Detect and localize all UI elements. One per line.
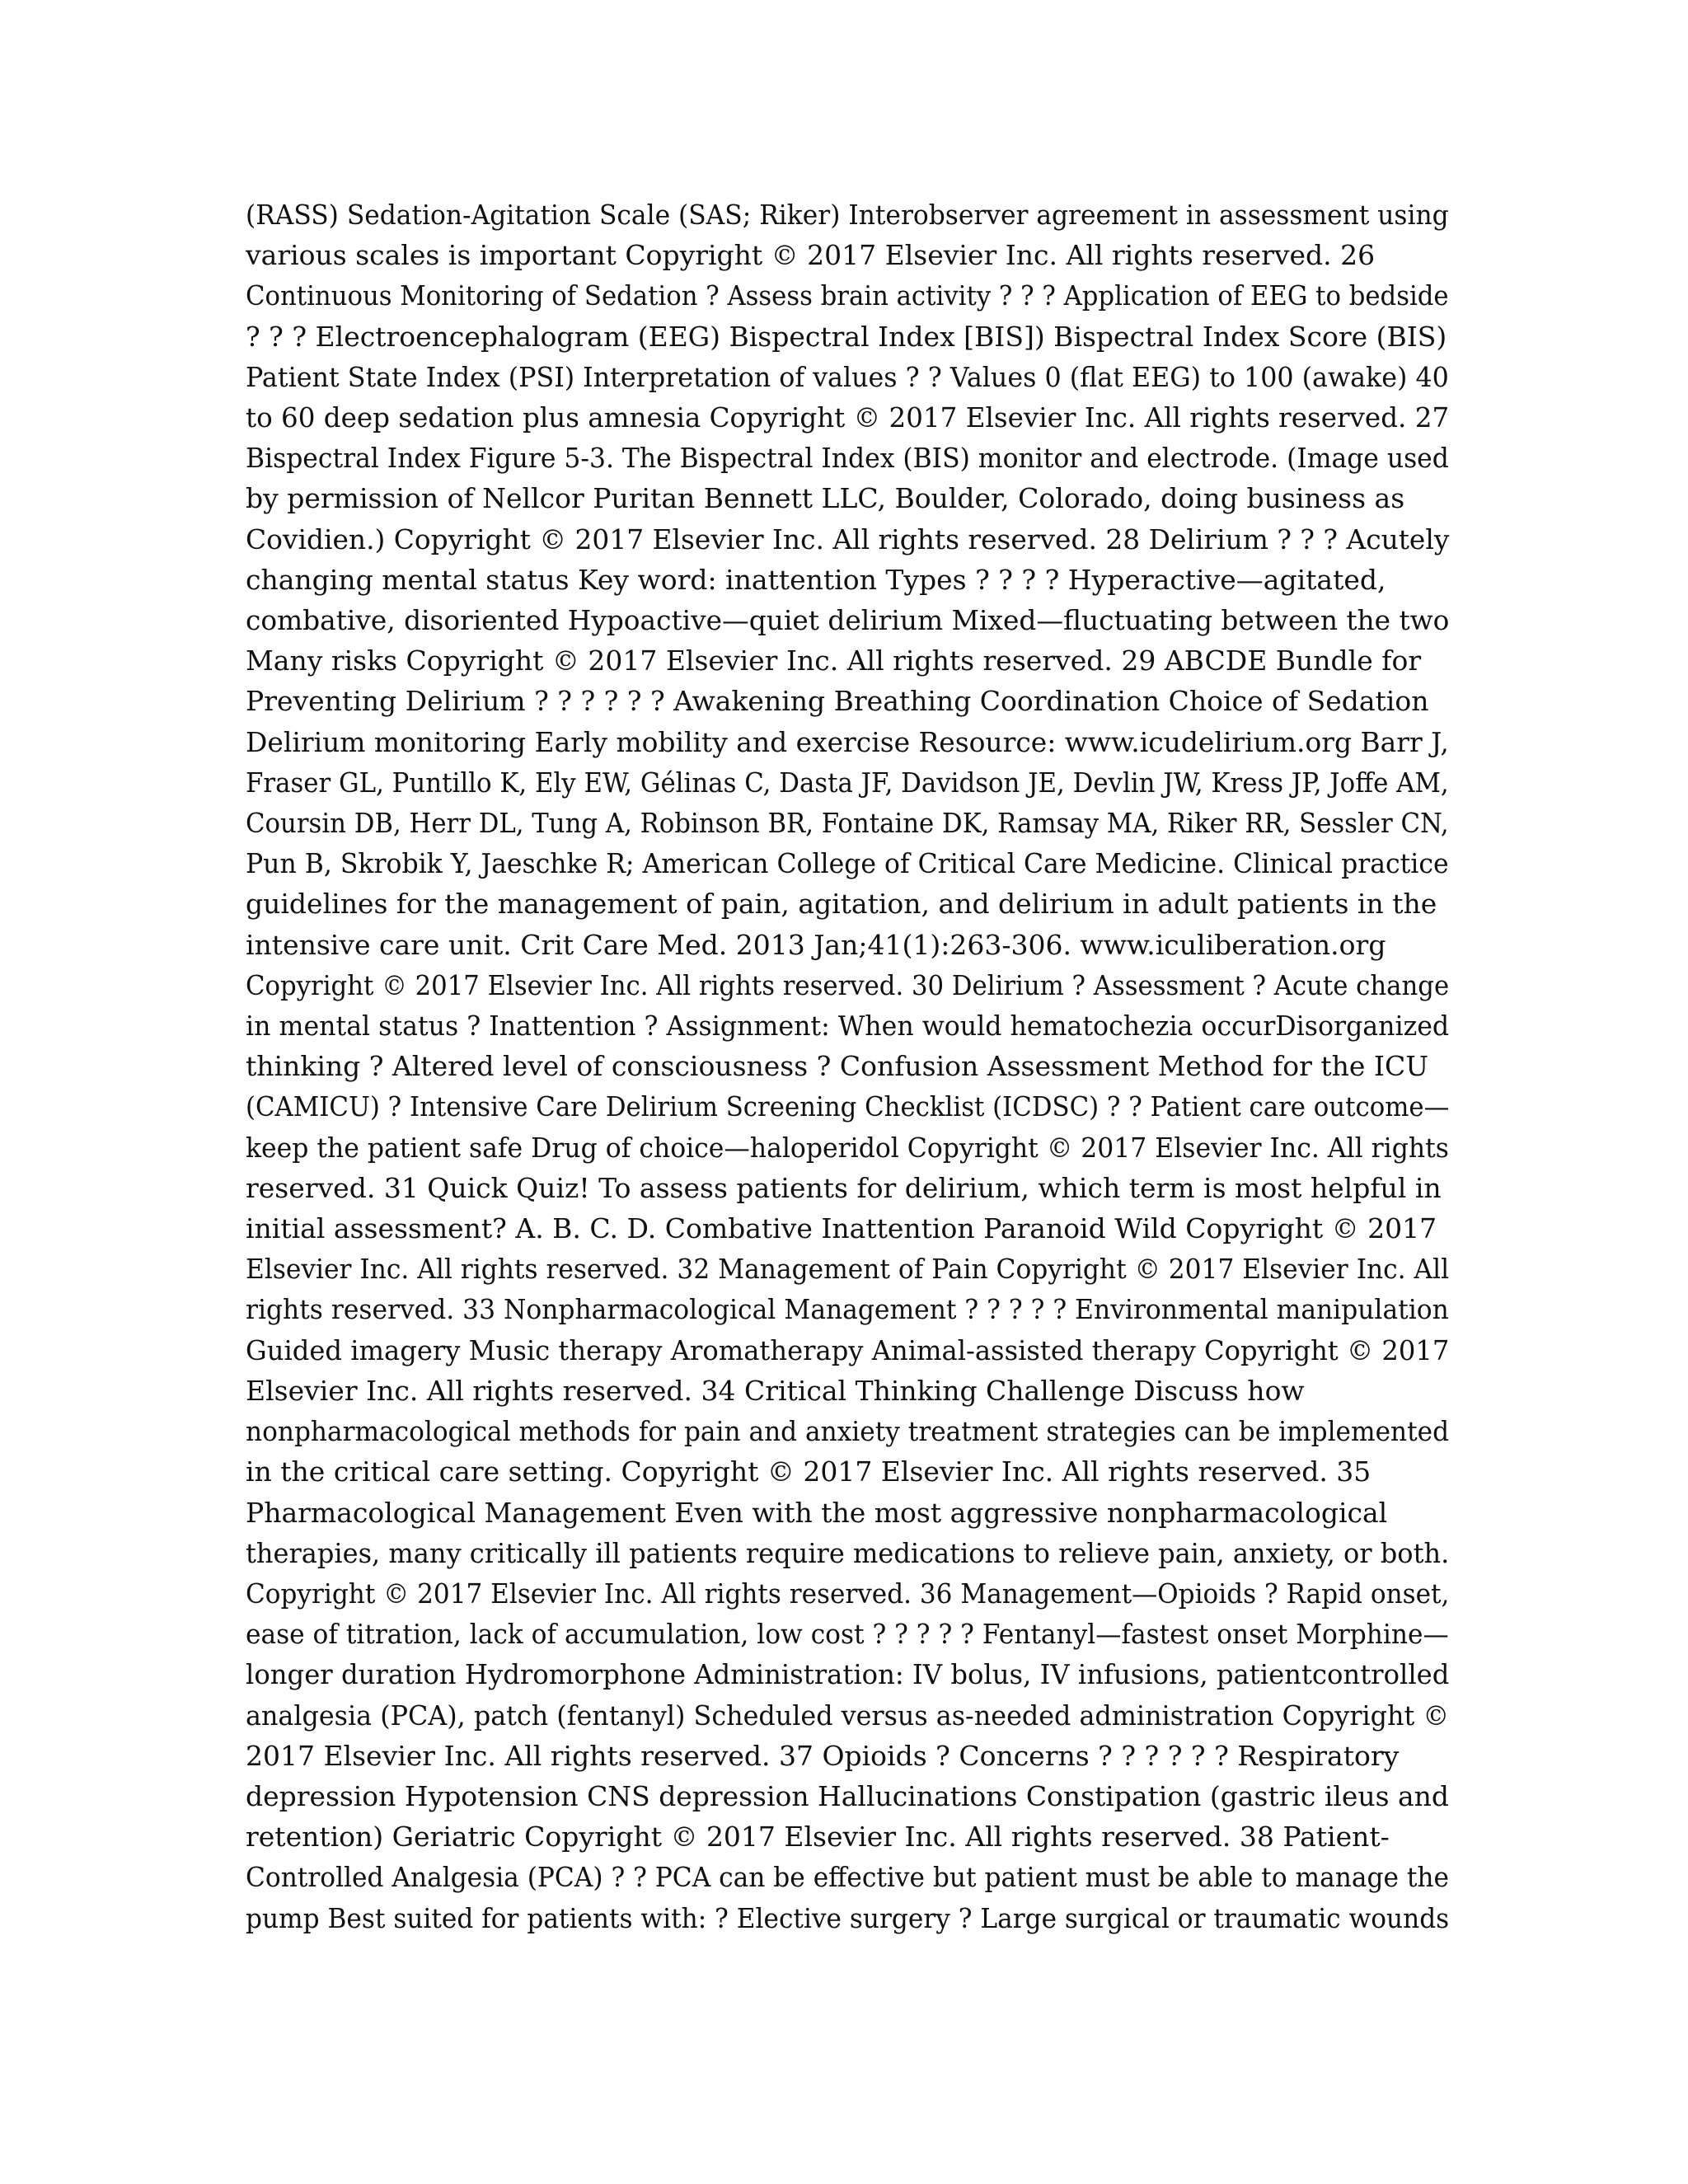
text-line: in the critical care setting. Copyright © 2017 Elsevier Inc. All rights reserved. 35 [246,1455,1372,1488]
text-line: analgesia (PCA), patch (fentanyl) Scheduled versus as-needed administration Copyright © [246,1699,1450,1732]
text-line: Controlled Analgesia (PCA) ? ? PCA can be effective but patient must be able to manage the [246,1861,1450,1894]
text-line: Copyright © 2017 Elsevier Inc. All rights reserved. 30 Delirium ? Assessment ? Acute change [246,968,1450,1001]
text-line: (CAMICU) ? Intensive Care Delirium Screening Checklist (ICDSC) ? ? Patient care outcome— [246,1090,1450,1123]
text-line: reserved. 31 Quick Quiz! To assess patients for delirium, which term is most helpful in [246,1171,1442,1204]
text-line: Preventing Delirium ? ? ? ? ? ? Awakening Breathing Coordination Choice of Sedation [246,685,1429,718]
text-line: nonpharmacological methods for pain and anxiety treatment strategies can be implemented [246,1415,1450,1448]
text-line: Covidien.) Copyright © 2017 Elsevier Inc. All rights reserved. 28 Delirium ? ? ? Acutely [246,523,1450,555]
text-line: retention) Geriatric Copyright © 2017 Elsevier Inc. All rights reserved. 38 Patient- [246,1821,1390,1854]
text-line: thinking ? Altered level of consciousness ? Confusion Assessment Method for the ICU [246,1050,1429,1083]
body-text [246,194,1449,1938]
text-line: combative, disoriented Hypoactive—quiet delirium Mixed—fluctuating between the two [246,604,1450,637]
text-line: Pun B, Skrobik Y, Jaeschke R; American College of Critical Care Medicine. Clinical practice [246,847,1449,880]
text-line: by permission of Nellcor Puritan Bennett LLC, Boulder, Colorado, doing business as [246,482,1405,515]
text-line: ? ? ? Electroencephalogram (EEG) Bispectral Index [BIS]) Bispectral Index Score (BIS) [246,320,1447,353]
text-line: pump Best suited for patients with: ? Elective surgery ? Large surgical or traumatic wounds [246,1901,1450,1934]
text-line: guidelines for the management of pain, agitation, and delirium in adult patients in the [246,888,1437,921]
text-line: Fraser GL, Puntillo K, Ely EW, Gélinas C, Dasta JF, Davidson JE, Devlin JW, Kress JP, Joffe AM, [246,766,1449,799]
text-line: Delirium monitoring Early mobility and exercise Resource: www.icudelirium.org Barr J, [246,725,1449,758]
text-line: ease of titration, lack of accumulation, low cost ? ? ? ? ? Fentanyl—fastest onset Morphine— [246,1618,1449,1651]
text-line: Coursin DB, Herr DL, Tung A, Robinson BR, Fontaine DK, Ramsay MA, Riker RR, Sessler CN, [246,807,1449,840]
text-line: to 60 deep sedation plus amnesia Copyright © 2017 Elsevier Inc. All rights reserved. 27 [246,401,1450,434]
text-line: therapies, many critically ill patients require medications to relieve pain, anxiety, or both. [246,1536,1450,1569]
text-line: keep the patient safe Drug of choice—haloperidol Copyright © 2017 Elsevier Inc. All rights [246,1131,1449,1164]
text-line: longer duration Hydromorphone Administration: IV bolus, IV infusions, patientcontrolled [246,1658,1450,1691]
text-line: Copyright © 2017 Elsevier Inc. All rights reserved. 36 Management—Opioids ? Rapid onset, [246,1577,1450,1610]
text-line: changing mental status Key word: inattention Types ? ? ? ? Hyperactive—agitated, [246,563,1386,596]
text-line: 2017 Elsevier Inc. All rights reserved. 37 Opioids ? Concerns ? ? ? ? ? ? Respiratory [246,1739,1400,1772]
text-line: in mental status ? Inattention ? Assignment: When would hematochezia occurDisorganized [246,1010,1450,1043]
text-line: Guided imagery Music therapy Aromatherapy Animal-assisted therapy Copyright © 2017 [246,1333,1450,1366]
text-line: Elsevier Inc. All rights reserved. 34 Critical Thinking Challenge Discuss how [246,1374,1305,1407]
text-line: (RASS) Sedation-Agitation Scale (SAS; Riker) Interobserver agreement in assessment using [246,199,1449,231]
text-line: Pharmacological Management Even with the most aggressive nonpharmacological [246,1496,1388,1529]
text-line: Patient State Index (PSI) Interpretation of values ? ? Values 0 (flat EEG) to 100 (awake) 40 [246,360,1449,393]
text-line: Continuous Monitoring of Sedation ? Assess brain activity ? ? ? Application of EEG to bedside [246,279,1449,312]
text-line: depression Hypotension CNS depression Hallucinations Constipation (gastric ileus and [246,1779,1449,1812]
text-line: Bispectral Index Figure 5-3. The Bispectral Index (BIS) monitor and electrode. (Image used [246,442,1449,475]
text-line: initial assessment? A. B. C. D. Combative Inattention Paranoid Wild Copyright © 2017 [246,1212,1437,1245]
text-line: rights reserved. 33 Nonpharmacological Management ? ? ? ? ? Environmental manipulation [246,1293,1449,1326]
text-line: Many risks Copyright © 2017 Elsevier Inc. All rights reserved. 29 ABCDE Bundle for [246,644,1422,677]
text-line: intensive care unit. Crit Care Med. 2013 Jan;41(1):263-306. www.iculiberation.org [246,928,1386,961]
text-line: various scales is important Copyright © 2017 Elsevier Inc. All rights reserved. 26 [246,239,1376,272]
text-line: Elsevier Inc. All rights reserved. 32 Management of Pain Copyright © 2017 Elsevier Inc. All [246,1253,1450,1286]
